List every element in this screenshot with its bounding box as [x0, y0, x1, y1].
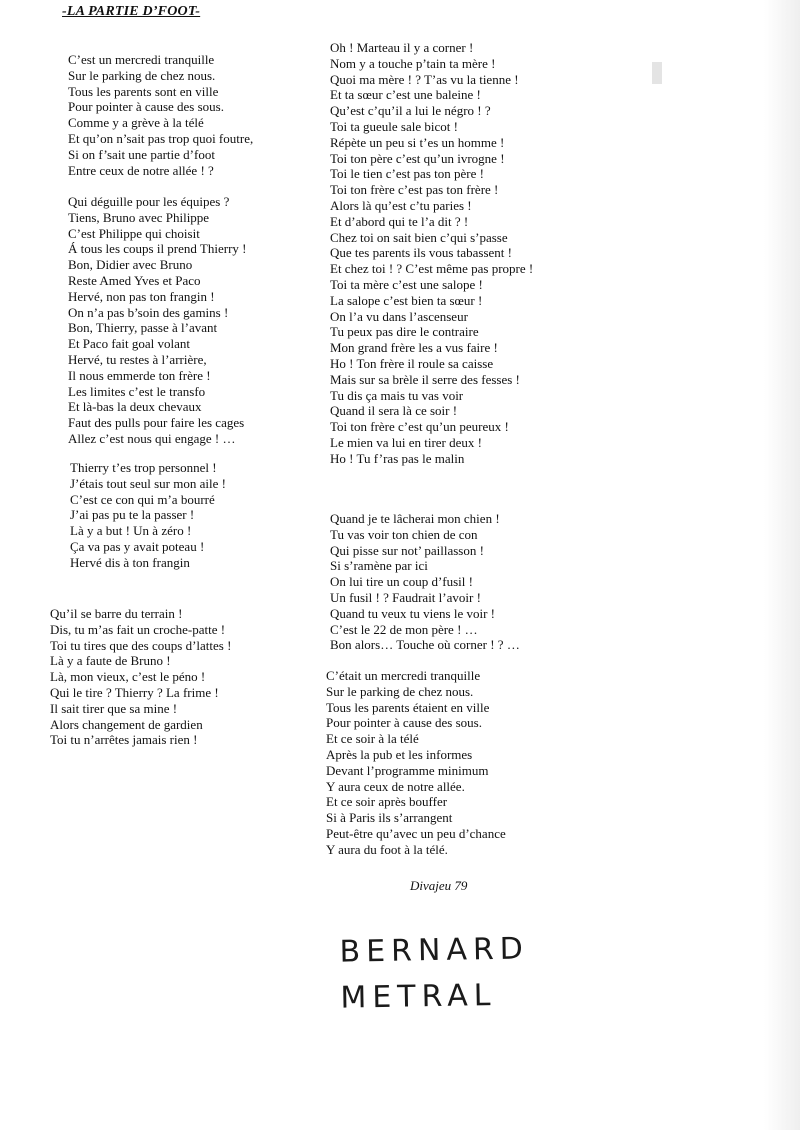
poem-line: Toi ton frère c’est pas ton frère ! [330, 182, 499, 198]
poem-line: Oh ! Marteau il y a corner ! [330, 40, 474, 55]
poem-line: Et chez toi ! ? C’est même pas propre ! [330, 261, 534, 277]
handwritten-first-name: BERNARD [339, 931, 530, 970]
poem-line: Tu dis ça mais tu vas voir [330, 387, 464, 403]
poem-line: Un fusil ! ? Faudrait l’avoir ! [330, 589, 481, 605]
poem-line: C’est Philippe qui choisit [68, 225, 200, 241]
poem-line: Bon, Didier avec Bruno [68, 257, 193, 273]
poem-line: Quand il sera là ce soir ! [330, 403, 458, 419]
poem-line: C’est un mercredi tranquille [68, 52, 215, 67]
scan-artifact [652, 62, 662, 84]
author-signature: Divajeu 79 [410, 878, 468, 893]
poem-line: Il nous emmerde ton frère ! [68, 367, 211, 383]
poem-line: Mon grand frère les a vus faire ! [330, 340, 498, 356]
poem-line: Pour pointer à cause des sous. [68, 99, 224, 115]
poem-line: Toi tu tires que des coups d’lattes ! [50, 637, 232, 653]
poem-line: Si à Paris ils s’arrangent [326, 810, 453, 826]
poem-line: Sur le parking de chez nous. [68, 67, 216, 83]
poem-line: Les limites c’est le transfo [68, 383, 206, 399]
poem-line: Devant l’programme minimum [326, 762, 489, 778]
poem-line: Là y a but ! Un à zéro ! [70, 523, 192, 539]
poem-line: Comme y a grève à la télé [68, 115, 204, 131]
poem-line: Mais sur sa brèle il serre des fesses ! [330, 371, 520, 387]
stanza-1 [68, 52, 253, 178]
stanza-6 [330, 511, 520, 653]
poem-line: Là, mon vieux, c’est le péno ! [50, 669, 206, 685]
stanza-3 [70, 460, 226, 571]
poem-line: Et ce soir à la télé [326, 731, 419, 747]
poem-line: Tous les parents sont en ville [68, 83, 219, 99]
poem-line: Tiens, Bruno avec Philippe [68, 209, 210, 225]
poem-line: On n’a pas b’soin des gamins ! [68, 304, 229, 320]
poem-line: Il sait tirer que sa mine ! [50, 700, 178, 716]
poem-line: Á tous les coups il prend Thierry ! [68, 241, 247, 257]
poem-line: Thierry t’es trop personnel ! [70, 460, 217, 475]
poem-line: Peut-être qu’avec un peu d’chance [326, 825, 506, 841]
poem-title: -LA PARTIE D’FOOT- [62, 4, 201, 19]
poem-line: Bon, Thierry, passe à l’avant [68, 320, 218, 336]
poem-line: Ho ! Ton frère il roule sa caisse [330, 355, 494, 371]
poem-line: Faut des pulls pour faire les cages [68, 415, 245, 431]
poem-line: Pour pointer à cause des sous. [326, 715, 482, 731]
poem-line: Et là-bas la deux chevaux [68, 399, 202, 415]
poem-line: Le mien va lui en tirer deux ! [330, 434, 482, 450]
poem-line: Qu’est c’qu’il a lui le négro ! ? [330, 103, 491, 119]
poem-line: Qu’il se barre du terrain ! [50, 606, 183, 621]
poem-line: Tu vas voir ton chien de con [330, 526, 478, 542]
scan-edge-shadow [764, 0, 800, 1130]
poem-line: Toi ta gueule sale bicot ! [330, 118, 458, 134]
poem-line: Tous les parents étaient en ville [326, 699, 490, 715]
poem-line: Qui déguille pour les équipes ? [68, 194, 230, 209]
poem-line: Toi tu n’arrêtes jamais rien ! [50, 732, 198, 748]
poem-line: Hervé dis à ton frangin [70, 554, 190, 570]
poem-line: C’est le 22 de mon père ! … [330, 621, 478, 637]
poem-line: Ça va pas y avait poteau ! [70, 538, 205, 554]
poem-line: Et ce soir après bouffer [326, 794, 448, 810]
poem-line: Entre ceux de notre allée ! ? [68, 162, 214, 178]
poem-line: Toi ta mère c’est une salope ! [330, 276, 483, 292]
poem-line: Ho ! Tu f’ras pas le malin [330, 450, 465, 466]
poem-line: Et ta sœur c’est une baleine ! [330, 87, 481, 103]
poem-line: Si on f’sait une partie d’foot [68, 146, 215, 162]
poem-line: Hervé, tu restes à l’arrière, [68, 351, 207, 367]
poem-line: On lui tire un coup d’fusil ! [330, 574, 473, 590]
poem-line: Sur le parking de chez nous. [326, 683, 474, 699]
poem-line: Nom y a touche p’tain ta mère ! [330, 55, 496, 71]
poem-line: Quand tu veux tu viens le voir ! [330, 605, 495, 621]
poem-line: Après la pub et les informes [326, 746, 473, 762]
poem-line: J’étais tout seul sur mon aile ! [70, 475, 226, 491]
poem-line: J’ai pas pu te la passer ! [70, 507, 195, 523]
poem-line: Bon alors… Touche où corner ! ? … [330, 637, 520, 653]
poem-line: Quoi ma mère ! ? T’as vu la tienne ! [330, 71, 519, 87]
stanza-4 [50, 606, 231, 748]
poem-line: Et d’abord qui te l’a dit ? ! [330, 213, 469, 229]
poem-line: Y aura ceux de notre allée. [326, 778, 465, 794]
stanza-5 [330, 40, 533, 467]
poem-line: Tu peux pas dire le contraire [330, 324, 479, 340]
poem-line: Là y a faute de Bruno ! [50, 653, 171, 669]
poem-line: Chez toi on sait bien c’qui s’passe [330, 229, 508, 245]
poem-line: Que tes parents ils vous tabassent ! [330, 245, 512, 261]
poem-line: Dis, tu m’as fait un croche-patte ! [50, 621, 226, 637]
poem-line: Reste Amed Yves et Paco [68, 272, 201, 288]
poem-line: Et qu’on n’sait pas trop quoi foutre, [68, 130, 254, 146]
stanza-2 [68, 194, 246, 447]
handwritten-last-name: METRAL [340, 977, 497, 1016]
poem-line: Si s’ramène par ici [330, 558, 428, 574]
poem-line: Quand je te lâcherai mon chien ! [330, 511, 500, 526]
poem-line: C’est ce con qui m’a bourré [70, 491, 215, 507]
poem-line: Toi le tien c’est pas ton père ! [330, 166, 484, 182]
poem-line: Et Paco fait goal volant [68, 336, 191, 352]
poem-line: Toi ton frère c’est qu’un peureux ! [330, 419, 509, 435]
handwritten-name [339, 926, 530, 1021]
stanza-7 [326, 668, 506, 858]
poem-line: Allez c’est nous qui engage ! … [68, 430, 236, 446]
poem-line: Toi ton père c’est qu’un ivrogne ! [330, 150, 505, 166]
poem-line: On l’a vu dans l’ascenseur [330, 308, 468, 324]
poem-line: Répète un peu si t’es un homme ! [330, 134, 505, 150]
poem-line: Alors changement de gardien [50, 716, 203, 732]
poem-line: Y aura du foot à la télé. [326, 841, 448, 857]
poem-line: La salope c’est bien ta sœur ! [330, 292, 483, 308]
poem-line: Hervé, non pas ton frangin ! [68, 288, 215, 304]
poem-line: Qui pisse sur not’ paillasson ! [330, 542, 484, 558]
poem-line: Qui le tire ? Thierry ? La frime ! [50, 684, 219, 700]
poem-line: Alors là qu’est c’tu paries ! [330, 197, 472, 213]
poem-line: C’était un mercredi tranquille [326, 668, 481, 683]
